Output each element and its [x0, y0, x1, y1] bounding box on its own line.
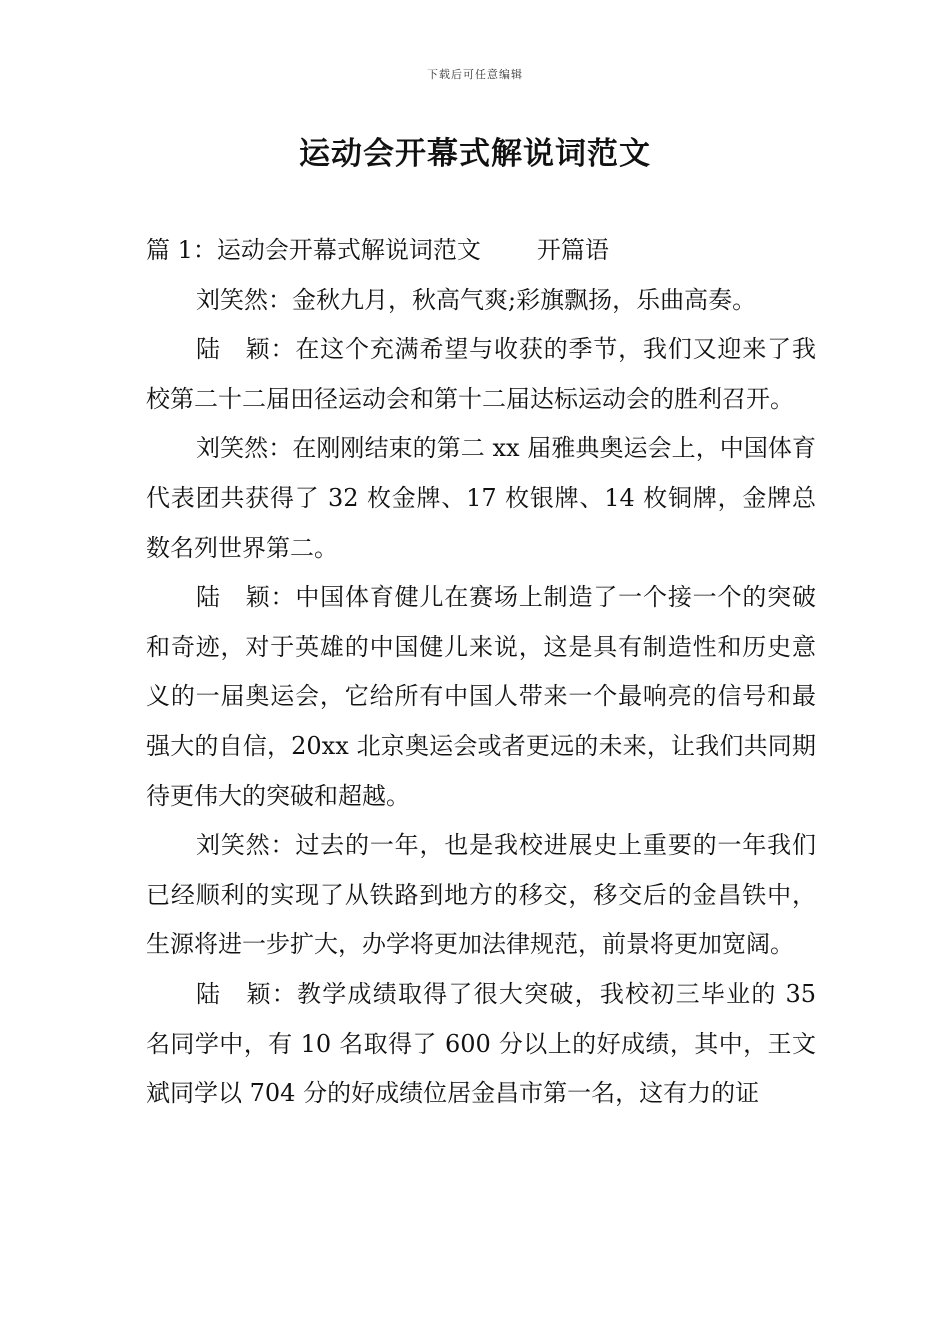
header-note: 下载后可任意编辑 [427, 68, 523, 81]
paragraph: 刘笑然：在刚刚结束的第二 xx 届雅典奥运会上，中国体育代表团共获得了 32 枚金牌、17 枚银牌、14 枚铜牌，金牌总数名列世界第二。 [146, 434, 816, 562]
document-title: 运动会开幕式解说词范文 [299, 136, 651, 172]
section-heading-line [146, 226, 816, 276]
paragraph: 刘笑然：金秋九月，秋高气爽;彩旗飘扬，乐曲高奏。 [196, 285, 757, 314]
paragraph: 刘笑然：过去的一年，也是我校进展史上重要的一年我们已经顺利的实现了从铁路到地方的移交，移交后的金昌铁中，生源将进一步扩大，办学将更加法律规范，前景将更加宽阔。 [146, 831, 816, 959]
section-heading: 篇 1：运动会开幕式解说词范文 [146, 236, 481, 264]
document-body [146, 226, 816, 1119]
paragraph: 陆 颖：中国体育健儿在赛场上制造了一个接一个的突破和奇迹，对于英雄的中国健儿来说，这是具有制造性和历史意义的一届奥运会，它给所有中国人带来一个最响亮的信号和最强大的自信，20xx 北京奥运会或者更远的未来，让我们共同期待更伟大的突破和超越。 [146, 583, 816, 810]
section-subheading: 开篇语 [536, 236, 609, 264]
paragraph: 陆 颖：在这个充满希望与收获的季节，我们又迎来了我校第二十二届田径运动会和第十二届达标运动会的胜利召开。 [146, 335, 816, 413]
paragraph: 陆 颖：教学成绩取得了很大突破，我校初三毕业的 35 名同学中，有 10 名取得了 600 分以上的好成绩，其中，王文斌同学以 704 分的好成绩位居金昌市第一名，这有力的证 [146, 979, 816, 1108]
